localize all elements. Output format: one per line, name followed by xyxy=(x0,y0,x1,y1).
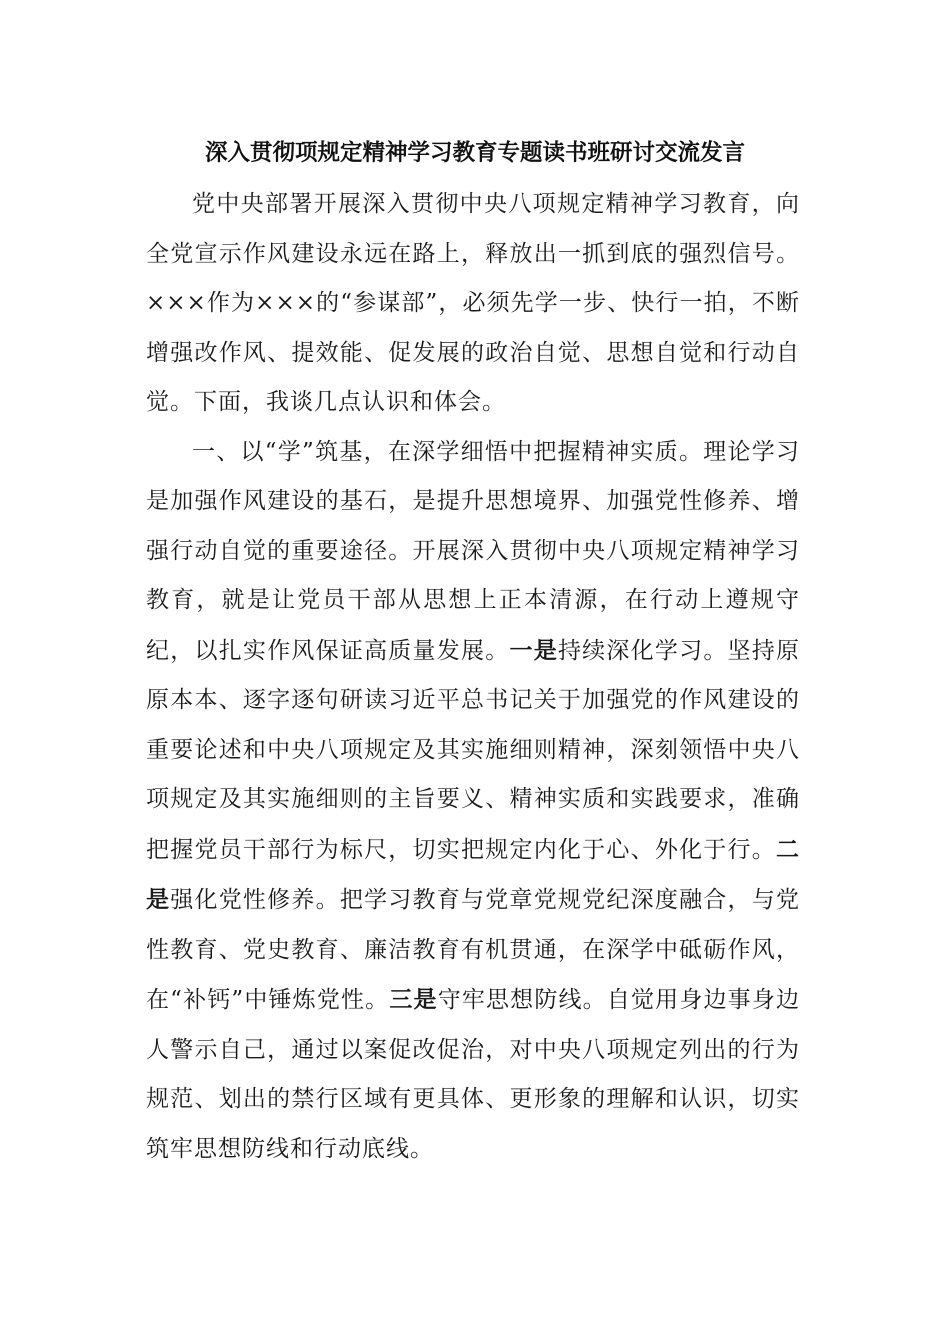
point-one-text: 持续深化学习。坚持原原本本、逐字逐句研读习近平总书记关于加强党的作风建设的重要论述和中央八项规定及其实施细则精神，深刻领悟中央八项规定及其实施细则的主旨要义、精神实质和实践要求，准确把握党员干部行为标尺，切实把规定内化于心、外化于行。 xyxy=(146,637,801,863)
point-two-lead: 二是 xyxy=(146,835,800,913)
point-two-text: 强化党性修养。把学习教育与党章党规党纪深度融合，与党性教育、党史教育、廉洁教育有机贯通，在深学中砥砺作风，在“补钙”中锤炼党性。 xyxy=(146,887,801,1013)
point-three-lead: 三是 xyxy=(389,986,438,1013)
document-body xyxy=(146,180,800,1174)
point-one-lead: 一是 xyxy=(509,636,558,664)
paragraph-intro: 党中央部署开展深入贯彻中央八项规定精神学习教育，向全党宣示作风建设永远在路上，释放出一抓到底的强烈信号。×××作为×××的“参谋部”，必须先学一步、快行一拍，不断增强改作风、提效能、促发展的政治自觉、思想自觉和行动自觉。下面，我谈几点认识和体会。 xyxy=(146,191,800,415)
paragraph-section-one xyxy=(146,428,800,1175)
point-three-text: 守牢思想防线。自觉用身边事身边人警示自己，通过以案促改促治，对中央八项规定列出的行为规范、划出的禁行区域有更具体、更形象的理解和认识，切实筑牢思想防线和行动底线。 xyxy=(146,987,801,1162)
document-title: 深入贯彻项规定精神学习教育专题读书班研讨交流发言 xyxy=(204,140,745,166)
section-one-intro: 一、以“学”筑基，在深学细悟中把握精神实质。理论学习是加强作风建设的基石，是提升思想境界、加强党性修养、增强行动自觉的重要途径。开展深入贯彻中央八项规定精神学习教育，就是让党员干部从思想上正本清源，在行动上遵规守纪，以扎实作风保证高质量发展。 xyxy=(146,438,800,664)
